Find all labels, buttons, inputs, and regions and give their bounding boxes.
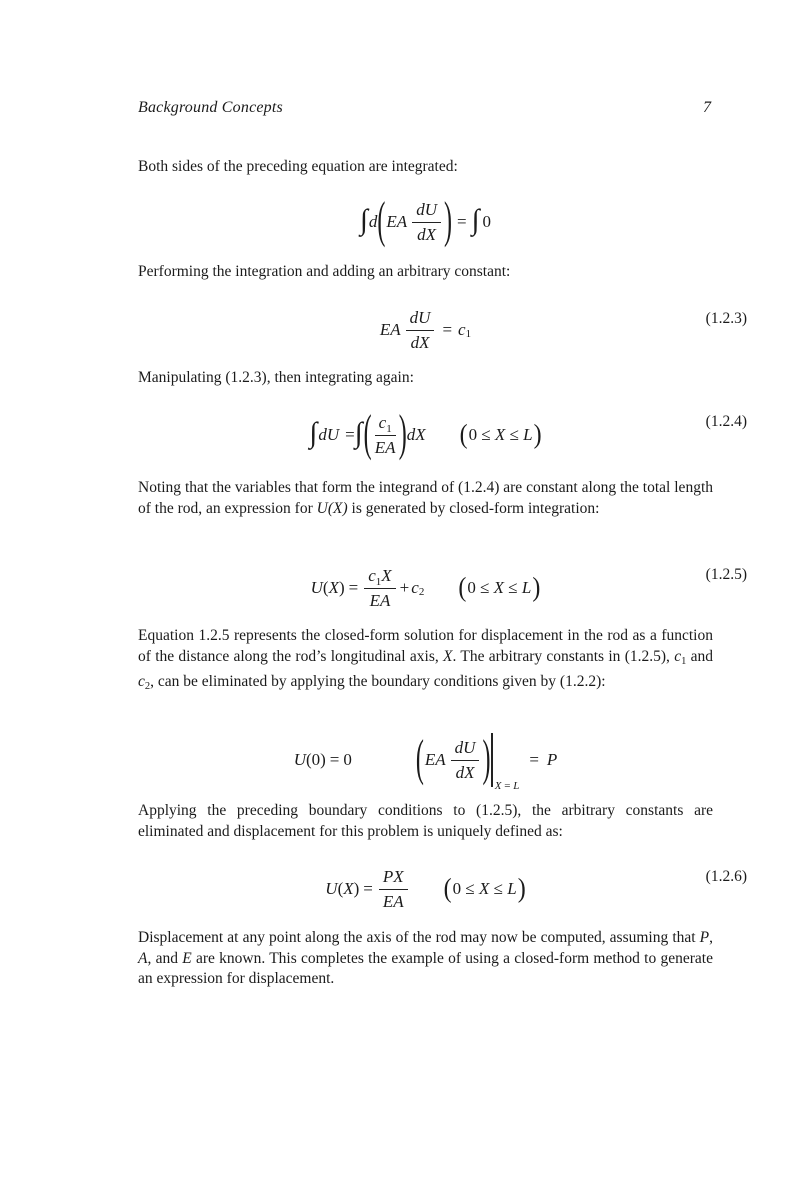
equation-body: EA $\frac{dU}{dX}$ = c 1	[379, 307, 472, 352]
page-number: 7	[703, 99, 711, 116]
equation-1-2-6	[138, 860, 763, 918]
equation-body: ∫ d ( EA $\frac{dU}{dX}$ ) = ∫ 0	[359, 194, 492, 250]
paragraph-applying-boundary-conditions: Applying the preceding boundary conditions to (1.2.5), the arbitrary constants are eliminated and displacement for this problem is uniquely defined as:	[138, 802, 713, 840]
equation-label: (1.2.3)	[705, 310, 747, 327]
equation-body: ∫ dU = ∫ ( c 1 EA ) dX ( 0 ≤ X ≤ L )	[309, 407, 542, 463]
paragraph-manipulating: Manipulating (1.2.3), then integrating again:	[138, 369, 414, 386]
paragraph-intro-integration: Both sides of the preceding equation are integrated:	[138, 158, 458, 175]
equation-label: (1.2.4)	[705, 413, 747, 430]
equation-body: U ( X ) = c 1 X EA + c 2 ( 0 ≤ X ≤ L )	[310, 565, 541, 610]
page-header	[138, 99, 713, 117]
equation-label: (1.2.5)	[705, 566, 747, 583]
equation-boundary-conditions	[138, 730, 763, 790]
paragraph-equation-125-discussion: Equation 1.2.5 represents the closed-form solution for displacement in the rod as a function of the distance along the rod’s longitudinal axis, X. The arbitrary constants in (1.2.5), c1 and c2, can be eliminated by applying the boundary conditions given by (1.2.2):	[138, 627, 713, 693]
equation-integrated-both-sides	[138, 190, 713, 254]
paragraph-displacement-conclusion: Displacement at any point along the axis of the rod may now be computed, assuming that P, A, and E are known. This completes the example of using a closed-form method to generate an expression for displacement.	[138, 929, 713, 988]
paragraph-performing-integration: Performing the integration and adding an arbitrary constant:	[138, 263, 511, 280]
equation-label: (1.2.6)	[705, 868, 747, 885]
equation-body: U (0) = 0 ( EA $\frac{dU}{dX}$ ) X = L = P	[293, 732, 558, 792]
paragraph-noting-variables: Noting that the variables that form the integrand of (1.2.4) are constant along the total length of the rod, an expression for U(X) is generated by closed-form integration:	[138, 479, 713, 517]
equation-body: U ( X ) = $\frac{PX}{EA}$ ( 0 ≤ X ≤ L )	[325, 866, 526, 911]
running-title: Background Concepts	[138, 99, 283, 116]
equation-1-2-5	[138, 558, 763, 618]
equation-1-2-3	[138, 302, 763, 358]
equation-1-2-4	[138, 405, 763, 465]
